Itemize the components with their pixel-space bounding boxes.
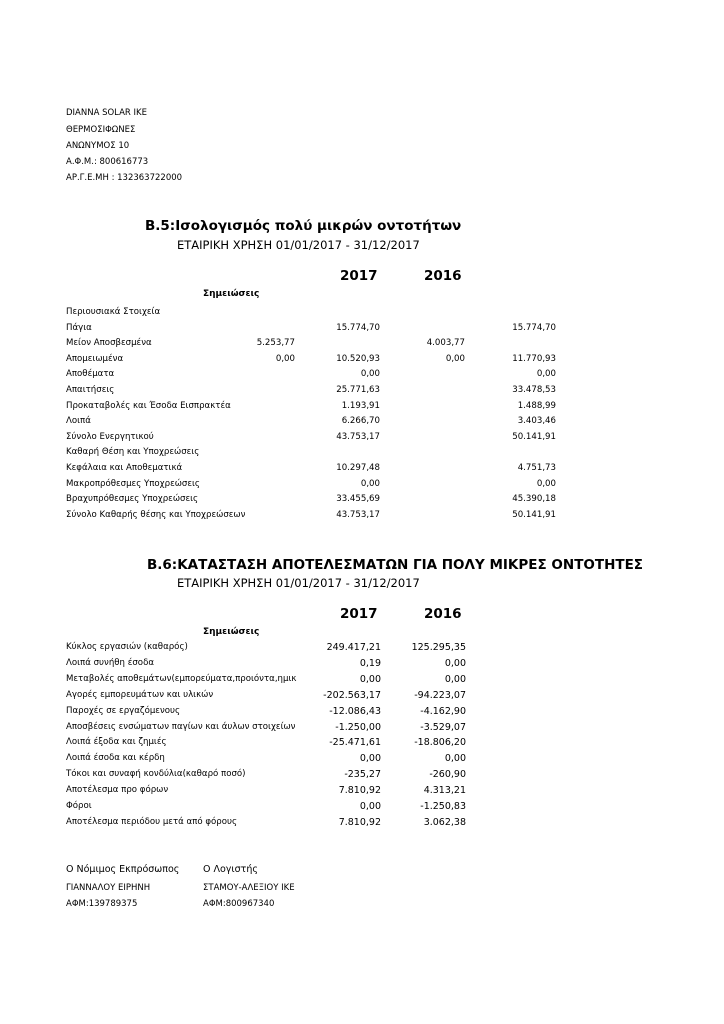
income-row-value-v1: -235,27 <box>344 769 381 780</box>
balance-row-value-d: 50.141,91 <box>512 432 556 442</box>
balance-row-value-d: 4.751,73 <box>517 463 556 473</box>
balance-row-label: Λοιπά <box>66 416 91 426</box>
income-row-value-v1: 0,00 <box>359 753 381 764</box>
income-row-value-v1: 249.417,21 <box>326 642 381 653</box>
income-title: Β.6:ΚΑΤΑΣΤΑΣΗ ΑΠΟΤΕΛΕΣΜΑΤΩΝ ΓΙΑ ΠΟΛΥ ΜΙΚΡΕΣ ΟΝΤΟΤΗΤΕΣ <box>147 557 644 573</box>
balance-row-value-b: 43.753,17 <box>336 432 380 442</box>
balance-row-value-b: 0,00 <box>360 479 380 489</box>
rep-name: ΓΙΑΝΝΑΛΟΥ ΕΙΡΗΝΗ <box>66 883 151 893</box>
income-notes-header: Σημειώσεις <box>203 627 260 637</box>
balance-title: Β.5:Ισολογισμός πολύ μικρών οντοτήτων <box>145 218 462 234</box>
accountant-title: Ο Λογιστής <box>203 864 258 875</box>
balance-row-label: Προκαταβολές και Έσοδα Εισπρακτέα <box>66 401 231 411</box>
balance-row-label: Κεφάλαια και Αποθεματικά <box>66 463 183 473</box>
balance-year-2016: 2016 <box>424 268 462 284</box>
accountant-name: ΣΤΑΜΟΥ-ΑΛΕΞΙΟΥ ΙΚΕ <box>203 883 295 893</box>
company-street: ΑΝΩΝΥΜΟΣ 10 <box>66 141 130 151</box>
balance-row-value-d: 0,00 <box>536 369 556 379</box>
balance-row-value-d: 33.478,53 <box>512 385 556 395</box>
rep-title: Ο Νόμιμος Εκπρόσωπος <box>66 864 180 875</box>
balance-row-label: Απαιτήσεις <box>66 385 115 395</box>
income-row-value-v1: -12.086,43 <box>329 706 381 717</box>
balance-row-value-b: 10.520,93 <box>336 354 380 364</box>
balance-year-2017: 2017 <box>340 268 378 284</box>
balance-row-label: Περιουσιακά Στοιχεία <box>66 307 161 317</box>
balance-row-label: Αποθέματα <box>66 369 115 379</box>
income-row-value-v1: 0,19 <box>359 658 381 669</box>
income-row-value-v1: 7.810,92 <box>338 785 381 796</box>
income-row-value-v2: -3.529,07 <box>420 722 466 733</box>
income-row-label: Αποσβέσεις ενσώματων παγίων και άυλων στοιχείων <box>66 722 296 732</box>
balance-row-value-b: 10.297,48 <box>336 463 380 473</box>
balance-row-value-b: 43.753,17 <box>336 510 380 520</box>
company-name: DIANNA SOLAR IKE <box>66 108 147 118</box>
balance-row-value-c: 0,00 <box>445 354 465 364</box>
balance-row-value-b: 15.774,70 <box>336 323 380 333</box>
balance-row-value-b: 6.266,70 <box>341 416 380 426</box>
income-row-value-v2: -1.250,83 <box>420 801 466 812</box>
company-gemi: ΑΡ.Γ.Ε.ΜΗ : 132363722000 <box>66 173 183 183</box>
balance-row-value-d: 45.390,18 <box>512 494 556 504</box>
balance-row-value-d: 15.774,70 <box>512 323 556 333</box>
balance-row-label: Βραχυπρόθεσμες Υποχρεώσεις <box>66 494 199 504</box>
balance-row-value-d: 3.403,46 <box>517 416 556 426</box>
income-row-label: Φόροι <box>66 801 92 811</box>
income-row-value-v2: -260,90 <box>429 769 466 780</box>
income-row-label: Παροχές σε εργαζόμενους <box>66 706 181 716</box>
income-row-value-v2: -4.162,90 <box>420 706 466 717</box>
balance-row-label: Σύνολο Καθαρής θέσης και Υποχρεώσεων <box>66 510 246 520</box>
balance-row-label: Πάγια <box>66 323 92 333</box>
balance-row-value-b: 0,00 <box>360 369 380 379</box>
balance-row-label: Σύνολο Ενεργητικού <box>66 432 154 442</box>
income-row-label: Λοιπά συνήθη έσοδα <box>66 658 154 668</box>
balance-row-value-d: 1.488,99 <box>517 401 556 411</box>
accountant-afm: ΑΦΜ:800967340 <box>203 899 275 909</box>
income-row-label: Λοιπά έξοδα και ζημιές <box>66 737 167 747</box>
income-row-value-v1: 0,00 <box>359 801 381 812</box>
balance-period: ΕΤΑΙΡΙΚΗ ΧΡΗΣΗ 01/01/2017 - 31/12/2017 <box>177 238 420 252</box>
income-row-value-v1: 0,00 <box>359 674 381 685</box>
income-row-label: Μεταβολές αποθεμάτων(εμπορεύματα,προιόντα,ημικ <box>66 674 297 684</box>
balance-row-label: Μακροπρόθεσμες Υποχρεώσεις <box>66 479 200 489</box>
income-row-label: Λοιπά έσοδα και κέρδη <box>66 753 165 763</box>
balance-row-value-d: 11.770,93 <box>512 354 556 364</box>
income-row-value-v2: 3.062,38 <box>423 817 466 828</box>
balance-row-value-a: 0,00 <box>275 354 295 364</box>
income-row-value-v2: -18.806,20 <box>414 737 466 748</box>
balance-row-label: Απομειωμένα <box>66 354 124 364</box>
balance-row-value-b: 33.455,69 <box>336 494 380 504</box>
company-afm: Α.Φ.Μ.: 800616773 <box>66 157 149 167</box>
income-row-value-v1: 7.810,92 <box>338 817 381 828</box>
income-row-label: Αποτέλεσμα προ φόρων <box>66 785 169 795</box>
balance-row-label: Μείον Αποσβεσμένα <box>66 338 152 348</box>
company-activity: ΘΕΡΜΟΣΙΦΩΝΕΣ <box>66 125 136 135</box>
balance-row-value-a: 5.253,77 <box>256 338 295 348</box>
income-row-value-v2: 0,00 <box>444 674 466 685</box>
income-row-label: Αγορές εμπορευμάτων και υλικών <box>66 690 214 700</box>
income-row-label: Αποτέλεσμα περιόδου μετά από φόρους <box>66 817 237 827</box>
income-row-label: Κύκλος εργασιών (καθαρός) <box>66 642 188 652</box>
income-row-value-v2: 4.313,21 <box>423 785 466 796</box>
balance-row-value-b: 25.771,63 <box>336 385 380 395</box>
income-row-value-v1: -25.471,61 <box>329 737 381 748</box>
balance-row-value-d: 0,00 <box>536 479 556 489</box>
income-period: ΕΤΑΙΡΙΚΗ ΧΡΗΣΗ 01/01/2017 - 31/12/2017 <box>177 576 420 590</box>
balance-row-value-c: 4.003,77 <box>426 338 465 348</box>
income-row-value-v2: -94.223,07 <box>414 690 466 701</box>
income-year-2017: 2017 <box>340 606 378 622</box>
income-row-value-v2: 0,00 <box>444 753 466 764</box>
income-row-value-v2: 125.295,35 <box>411 642 466 653</box>
income-year-2016: 2016 <box>424 606 462 622</box>
income-row-value-v2: 0,00 <box>444 658 466 669</box>
balance-row-value-d: 50.141,91 <box>512 510 556 520</box>
rep-afm: ΑΦΜ:139789375 <box>66 899 138 909</box>
balance-row-value-b: 1.193,91 <box>341 401 380 411</box>
income-row-value-v1: -202.563,17 <box>323 690 381 701</box>
balance-row-label: Καθαρή Θέση και Υποχρεώσεις <box>66 447 200 457</box>
income-row-label: Τόκοι και συναφή κονδύλια(καθαρό ποσό) <box>66 769 246 779</box>
balance-notes-header: Σημειώσεις <box>203 289 260 299</box>
income-row-value-v1: -1.250,00 <box>335 722 381 733</box>
